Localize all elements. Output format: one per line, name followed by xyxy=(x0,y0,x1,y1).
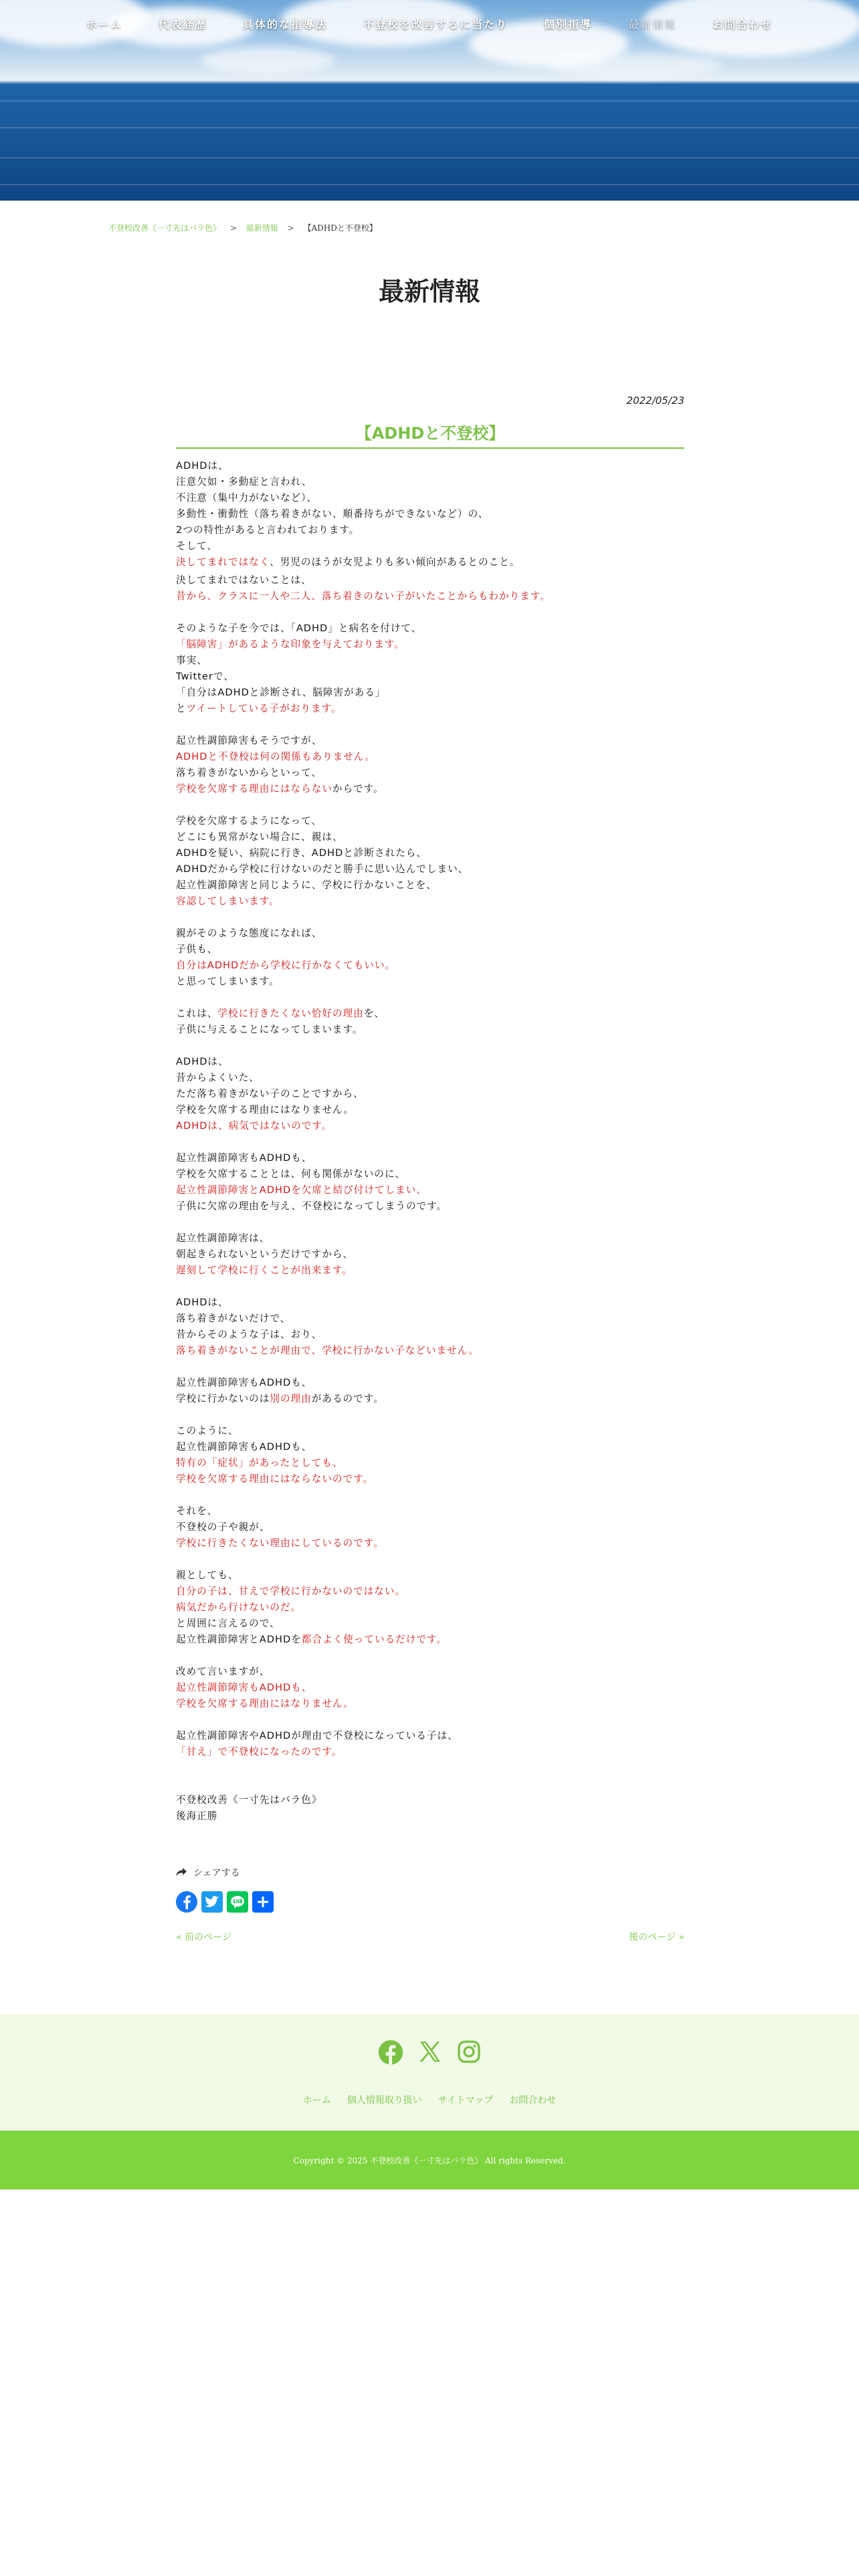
nav-item-individual[interactable]: 個別指導 xyxy=(544,17,593,31)
body-line xyxy=(176,1441,312,1453)
body-line xyxy=(176,960,395,971)
footer-link-privacy[interactable]: 個人情報取り扱い xyxy=(347,2095,422,2106)
body-text: 起立性調節障害もADHDも、 xyxy=(176,1441,312,1453)
body-paragraph xyxy=(176,1150,684,1214)
breadcrumb-separator: > xyxy=(229,223,237,233)
body-line xyxy=(176,687,385,698)
body-text: 、男児のほうが女児よりも多い傾向があるとのこと。 xyxy=(270,556,520,568)
emphasis-text: 学校を欠席する理由にはなりません。 xyxy=(176,1698,354,1709)
body-text: 落ち着きがないからといって、 xyxy=(176,767,322,778)
body-line xyxy=(176,1377,312,1388)
body-line xyxy=(176,1232,270,1244)
body-text: を、 xyxy=(363,1008,385,1019)
body-text: 決してまれではないことは、 xyxy=(176,574,312,586)
body-text: ADHDは、 xyxy=(176,1297,229,1308)
body-line xyxy=(176,1602,301,1613)
body-line xyxy=(176,976,280,987)
breadcrumb-section-link[interactable]: 最新情報 xyxy=(246,223,278,233)
body-line xyxy=(176,847,427,859)
emphasis-text: 学校を欠席する理由にはならない xyxy=(176,783,332,794)
body-line xyxy=(176,591,551,602)
footer-nav xyxy=(0,2093,859,2107)
body-text: 朝起きられないというだけですから、 xyxy=(176,1249,354,1260)
emphasis-text: 都合よく使っているだけです。 xyxy=(301,1634,447,1645)
body-text: 子供に与えることになってしまいます。 xyxy=(176,1024,363,1035)
body-line xyxy=(176,1570,239,1581)
emphasis-text: 「甘え」で不登校になったのです。 xyxy=(176,1746,343,1757)
post-date: 2022/05/23 xyxy=(626,395,684,407)
body-line xyxy=(176,1425,239,1436)
hero-banner xyxy=(0,0,859,201)
body-text: 不登校の子や親が、 xyxy=(176,1521,270,1533)
nav-item-approach[interactable]: 不登校を改善するに当たり xyxy=(363,17,508,31)
body-line xyxy=(176,1120,332,1132)
body-text: 「自分はADHDと診断され、脳障害がある」 xyxy=(176,687,386,698)
emphasis-text: 学校に行きたくない理由にしているのです。 xyxy=(176,1537,384,1549)
body-paragraph xyxy=(176,1230,684,1279)
body-line xyxy=(176,783,384,794)
body-line xyxy=(176,1521,270,1533)
body-paragraph xyxy=(176,572,684,605)
body-text: 注意欠如・多動症と言われ、 xyxy=(176,476,312,488)
body-text: ADHDだから学校に行けないのだと勝手に思い込んでしまい、 xyxy=(176,863,469,875)
body-line xyxy=(176,735,322,746)
copyright-text: Copyright © 2025 不登校改善《一寸先はバラ色》 All rights Reserved. xyxy=(293,2156,566,2165)
body-text: このように、 xyxy=(176,1425,239,1436)
nav-item-method[interactable]: 具体的な指導法 xyxy=(242,17,327,31)
body-line xyxy=(176,1265,353,1276)
body-line xyxy=(176,1184,427,1196)
body-text: それを、 xyxy=(176,1505,218,1517)
body-line xyxy=(176,524,359,536)
body-line xyxy=(176,476,312,488)
body-text: と周囲に言えるので、 xyxy=(176,1618,280,1629)
body-paragraph xyxy=(176,458,684,570)
body-text: があるのです。 xyxy=(311,1393,384,1404)
emphasis-text: ADHDと不登校は何の関係もありません。 xyxy=(176,751,375,762)
twitter-icon xyxy=(205,1895,219,1909)
body-text: 改めて言いますが、 xyxy=(176,1666,270,1677)
body-line xyxy=(176,556,520,568)
emphasis-text: 昔から、クラスに一人や二人、落ち着きのない子がいたことからもわかります。 xyxy=(176,591,551,602)
emphasis-text: 学校に行きたくない恰好の理由 xyxy=(217,1008,364,1019)
sea-wave xyxy=(0,157,859,158)
body-text: と xyxy=(176,703,187,714)
body-line xyxy=(176,1473,373,1485)
body-text: 起立性調節障害と同じように、学校に行かないことを、 xyxy=(176,879,437,891)
body-line xyxy=(176,1088,364,1099)
body-text: ADHDを疑い、病院に行き、ADHDと診断されたら、 xyxy=(176,847,427,859)
emphasis-text: 遅刻して学校に行くことが出来ます。 xyxy=(176,1265,353,1276)
body-line xyxy=(176,703,342,714)
emphasis-text: 学校を欠席する理由にはならないのです。 xyxy=(176,1473,374,1485)
nav-item-contact[interactable]: お問合わせ xyxy=(712,17,773,31)
body-line xyxy=(176,623,421,634)
body-text: 落ち着きがないだけで、 xyxy=(176,1313,291,1324)
nav-item-news[interactable]: 最新情報 xyxy=(628,17,677,31)
body-line xyxy=(176,1024,363,1035)
body-paragraph xyxy=(176,621,684,717)
hero-cloud xyxy=(549,53,723,78)
body-text: これは、 xyxy=(176,1008,218,1019)
body-line xyxy=(176,1313,290,1324)
body-paragraph xyxy=(176,1423,684,1487)
body-text: 学校を欠席する理由にはなりません。 xyxy=(176,1104,354,1115)
body-line xyxy=(176,879,437,891)
x-icon[interactable] xyxy=(418,2040,442,2064)
body-text: 昔からそのような子は、おり、 xyxy=(176,1329,322,1340)
body-line xyxy=(176,1618,280,1629)
prev-page-link[interactable]: « 前のページ xyxy=(176,1932,231,1943)
facebook-icon xyxy=(176,1891,197,1913)
body-paragraph xyxy=(176,1375,684,1407)
body-line xyxy=(176,492,317,504)
body-text: Twitterで、 xyxy=(176,671,234,682)
hero-cloud xyxy=(201,47,335,74)
nav-item-profile[interactable]: 代表経歴 xyxy=(158,17,207,31)
emphasis-text: 病気だから行けないのだ。 xyxy=(176,1602,302,1613)
body-line xyxy=(176,540,217,552)
body-line xyxy=(176,671,234,682)
facebook-share-button[interactable] xyxy=(176,1891,197,1913)
line-icon xyxy=(229,1894,246,1910)
emphasis-text: 起立性調節障害とADHDを欠席と結び付けてしまい、 xyxy=(176,1184,427,1196)
breadcrumb-home-link[interactable]: 不登校改善《一寸先はバラ色》 xyxy=(108,223,221,233)
body-text: 不注意（集中力がないなど）、 xyxy=(176,492,318,504)
body-line xyxy=(176,1329,322,1340)
body-line xyxy=(176,1682,312,1693)
body-paragraph xyxy=(176,1568,684,1648)
body-line xyxy=(176,895,280,907)
breadcrumb-separator: > xyxy=(287,223,294,233)
post-pager xyxy=(176,1930,684,1943)
body-line xyxy=(176,1249,353,1260)
body-line xyxy=(176,1345,479,1356)
share-label: シェアする xyxy=(193,1868,240,1879)
post-body xyxy=(176,458,684,1760)
body-line xyxy=(176,1104,354,1115)
next-page-link[interactable]: 後のページ » xyxy=(629,1932,684,1943)
emphasis-text: ADHDは、病気ではないのです。 xyxy=(176,1120,332,1132)
body-line xyxy=(176,1586,405,1597)
body-text: ADHDは、 xyxy=(176,1056,229,1067)
body-line xyxy=(176,1537,384,1549)
body-text: ただ落ち着きがない子のことですから、 xyxy=(176,1088,364,1099)
emphasis-text: 別の理由 xyxy=(270,1393,312,1404)
footer-social-icons xyxy=(0,2040,859,2065)
emphasis-text: 自分の子は、甘えで学校に行かないのではない。 xyxy=(176,1586,406,1597)
body-text: 事実、 xyxy=(176,655,207,666)
body-line xyxy=(176,1297,229,1308)
body-line xyxy=(176,574,312,586)
body-line xyxy=(176,655,207,666)
body-line xyxy=(176,1505,217,1517)
body-line xyxy=(176,1746,342,1757)
body-line xyxy=(176,1008,385,1019)
body-line xyxy=(176,1666,270,1677)
body-text: 多動性・衝動性（落ち着きがない、順番待ちができないなど）の、 xyxy=(176,508,489,520)
body-text: そのような子を今では、「ADHD」と病名を付けて、 xyxy=(176,623,422,634)
global-nav xyxy=(0,0,859,47)
body-text: どこにも異常がない場合に、親は、 xyxy=(176,831,343,843)
body-line xyxy=(176,639,405,650)
share-arrow-icon xyxy=(176,1868,187,1877)
body-paragraph xyxy=(176,1295,684,1359)
facebook-icon[interactable] xyxy=(378,2040,403,2065)
body-line xyxy=(176,863,468,875)
body-text: 昔からよくいた、 xyxy=(176,1072,260,1083)
body-line xyxy=(176,1730,458,1741)
body-text: 学校に行かないのは xyxy=(176,1393,270,1404)
body-text: ADHDは、 xyxy=(176,460,229,471)
breadcrumb xyxy=(108,222,377,233)
footer-link-contact[interactable]: お問合わせ xyxy=(509,2095,557,2106)
emphasis-text: 特有の「症状」があったとしても、 xyxy=(176,1457,343,1469)
footer-links-area xyxy=(0,2014,859,2131)
emphasis-text: 「脳障害」があるような印象を与えております。 xyxy=(176,639,405,650)
share-buttons xyxy=(176,1891,684,1913)
body-text: 起立性調節障害もADHDも、 xyxy=(176,1377,312,1388)
body-text: 起立性調節障害は、 xyxy=(176,1232,270,1244)
post-title: 【ADHDと不登校】 xyxy=(176,420,684,449)
body-line xyxy=(176,1056,229,1067)
body-line xyxy=(176,1457,343,1469)
nav-item-home[interactable]: ホーム xyxy=(86,17,122,31)
body-line xyxy=(176,767,322,778)
body-paragraph xyxy=(176,1006,684,1038)
body-paragraph xyxy=(176,733,684,797)
body-paragraph xyxy=(176,1503,684,1551)
share-heading xyxy=(176,1866,684,1879)
body-line xyxy=(176,1200,447,1212)
footer-copyright-bar xyxy=(0,2131,859,2189)
body-text: 子供も、 xyxy=(176,944,218,955)
body-text: と思ってしまいます。 xyxy=(176,976,280,987)
body-text: 2つの特性があると言われております。 xyxy=(176,524,360,536)
sea-wave xyxy=(0,100,859,102)
body-paragraph xyxy=(176,1664,684,1712)
emphasis-text: 起立性調節障害もADHDも、 xyxy=(176,1682,312,1693)
emphasis-text: 容認してしまいます。 xyxy=(176,895,280,907)
body-line xyxy=(176,508,488,520)
sea-wave xyxy=(0,184,859,185)
body-text: 親がそのような態度になれば、 xyxy=(176,928,322,939)
line-share-button[interactable] xyxy=(227,1891,248,1913)
emphasis-text: 落ち着きがないことが理由で、学校に行かない子などいません。 xyxy=(176,1345,479,1356)
body-text: からです。 xyxy=(332,783,384,794)
breadcrumb-current: 【ADHDと不登校】 xyxy=(303,223,377,233)
emphasis-text: 自分はADHDだから学校に行かなくてもいい。 xyxy=(176,960,396,971)
signature-author: 後海正勝 xyxy=(176,1810,218,1822)
footer-link-home[interactable]: ホーム xyxy=(302,2095,331,2106)
instagram-icon[interactable] xyxy=(457,2040,481,2064)
body-text: 親としても、 xyxy=(176,1570,239,1581)
body-paragraph xyxy=(176,1728,684,1760)
body-line xyxy=(176,751,375,762)
footer-link-sitemap[interactable]: サイトマップ xyxy=(438,2095,494,2106)
body-paragraph xyxy=(176,1054,684,1134)
body-text: 学校を欠席するようになって、 xyxy=(176,815,322,827)
twitter-share-button[interactable] xyxy=(201,1891,223,1913)
body-line xyxy=(176,1393,384,1404)
body-line xyxy=(176,1698,354,1709)
body-text: 学校を欠席することとは、何も関係がないのに、 xyxy=(176,1168,406,1180)
body-line xyxy=(176,831,343,843)
more-share-button[interactable] xyxy=(252,1891,274,1913)
body-text: 起立性調節障害もそうですが、 xyxy=(176,735,322,746)
body-line xyxy=(176,815,322,827)
article xyxy=(176,395,684,1943)
emphasis-text: ツイートしている子がおります。 xyxy=(186,703,342,714)
body-line xyxy=(176,1168,405,1180)
body-text: 起立性調節障害とADHDを xyxy=(176,1634,302,1645)
sea-wave xyxy=(0,127,859,128)
body-line xyxy=(176,928,322,939)
body-paragraph xyxy=(176,926,684,990)
share-plus-icon xyxy=(256,1895,270,1909)
emphasis-text: 決してまれではなく xyxy=(176,556,270,568)
body-text: 子供に欠席の理由を与え、不登校になってしまうのです。 xyxy=(176,1200,448,1212)
body-line xyxy=(176,1072,260,1083)
body-text: 起立性調節障害もADHDも、 xyxy=(176,1152,312,1164)
body-text: そして、 xyxy=(176,540,218,552)
signature xyxy=(176,1792,684,1824)
body-line xyxy=(176,1634,447,1645)
body-line xyxy=(176,944,217,955)
body-line xyxy=(176,1152,312,1164)
body-line xyxy=(176,460,229,471)
body-text: 起立性調節障害やADHDが理由で不登校になっている子は、 xyxy=(176,1730,458,1741)
signature-site: 不登校改善《一寸先はバラ色》 xyxy=(176,1794,322,1806)
body-paragraph xyxy=(176,813,684,909)
page-title: 最新情報 xyxy=(378,276,480,306)
